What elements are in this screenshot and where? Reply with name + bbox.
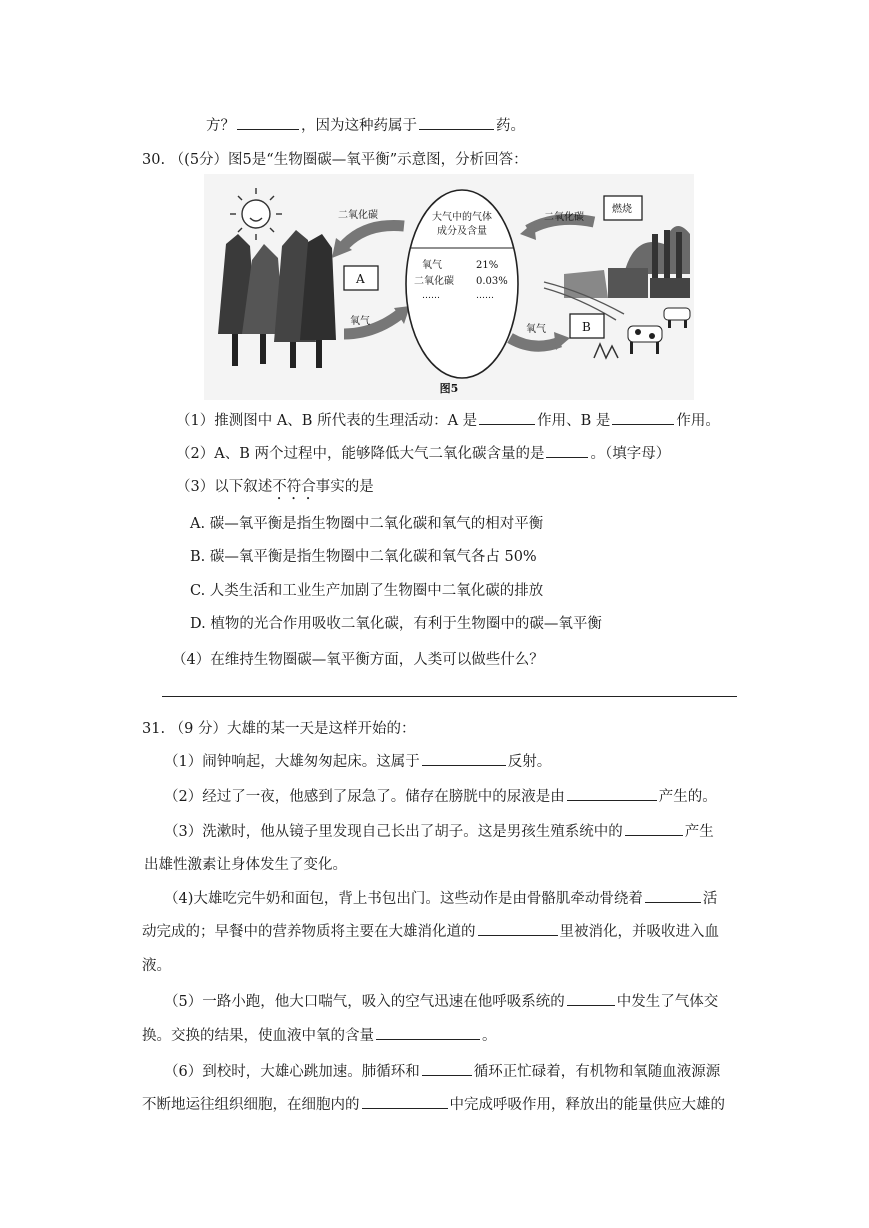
co2-name: 二氧化碳 <box>414 276 454 287</box>
answer-blank[interactable] <box>567 785 657 801</box>
q31-sub5: （5）一路小跑，他大口喘气，吸入的空气迅速在他呼吸系统的 中发生了气体交 <box>164 990 718 1011</box>
q31-sub6: （6）到校时，大雄心跳加速。肺循环和 循环正忙碌着，有机物和氧随血液源源 <box>164 1060 720 1081</box>
q31-sub2: （2）经过了一夜，他感到了尿急了。储存在膀胱中的尿液是由 产生的。 <box>164 785 717 806</box>
answer-blank[interactable] <box>478 920 558 936</box>
answer-blank[interactable] <box>645 887 701 903</box>
figure-caption: 图5 <box>439 382 459 395</box>
question-30-header: 30. （(5分）图5是“生物圈碳—氧平衡”示意图，分析回答： <box>142 152 528 168</box>
top-fragment-line: 方？ ，因为这种药属于 药。 <box>206 114 525 135</box>
right-o2-label: 氧气 <box>526 324 546 335</box>
oval-title-line1: 大气中的气体 <box>432 212 492 223</box>
left-co2-label: 二氧化碳 <box>338 210 378 221</box>
option-d[interactable]: D. 植物的光合作用吸收二氧化碳，有利于生物圈中的碳—氧平衡 <box>190 616 602 632</box>
q31-sub4-cont: 动完成的；早餐中的营养物质将主要在大雄消化道的 里被消化，并吸收进入血 <box>142 920 719 941</box>
answer-blank[interactable] <box>479 409 535 425</box>
burn-label: 燃烧 <box>612 204 632 215</box>
answer-blank[interactable] <box>422 1060 472 1076</box>
answer-blank[interactable] <box>612 409 674 425</box>
question-31-header: 31. （9 分）大雄的某一天是这样开始的： <box>142 721 416 737</box>
q31-sub3-cont: 出雄性激素让身体发生了变化。 <box>144 857 347 873</box>
answer-line[interactable] <box>162 696 737 697</box>
ellipsis-right: …… <box>476 291 494 301</box>
diagram-svg <box>204 174 694 400</box>
q31-sub5-cont: 换。交换的结果，使血液中氧的含量 。 <box>142 1024 497 1045</box>
box-b-label: B <box>582 320 591 334</box>
option-c[interactable]: C. 人类生活和工业生产加剧了生物圈中二氧化碳的排放 <box>190 583 544 599</box>
right-co2-label: 二氧化碳 <box>544 212 584 223</box>
answer-blank[interactable] <box>567 990 615 1006</box>
q30-sub2: （2）A、B 两个过程中，能够降低大气二氧化碳含量的是 。（填字母） <box>176 442 670 463</box>
box-a-label: A <box>356 272 365 286</box>
oval-title-line2: 成分及含量 <box>437 226 487 237</box>
answer-blank[interactable] <box>419 114 494 130</box>
q31-sub1: （1）闹钟响起，大雄匆匆起床。这属于 反射。 <box>164 750 551 771</box>
answer-blank[interactable] <box>546 442 588 458</box>
o2-name: 氧气 <box>422 260 442 271</box>
ellipsis-left: …… <box>422 291 440 301</box>
answer-blank[interactable] <box>422 750 506 766</box>
answer-blank[interactable] <box>376 1024 480 1040</box>
left-o2-label: 氧气 <box>350 316 370 327</box>
answer-blank[interactable] <box>362 1093 448 1109</box>
q31-sub3: （3）洗漱时，他从镜子里发现自己长出了胡子。这是男孩生殖系统中的 产生 <box>164 820 714 841</box>
q30-sub4: （4）在维持生物圈碳—氧平衡方面，人类可以做些什么？ <box>172 652 544 668</box>
answer-blank[interactable] <box>625 820 683 836</box>
co2-value: 0.03% <box>476 276 508 287</box>
option-a[interactable]: A. 碳—氧平衡是指生物圈中二氧化碳和氧气的相对平衡 <box>190 516 544 532</box>
option-b[interactable]: B. 碳—氧平衡是指生物圈中二氧化碳和氧气各占 50% <box>190 549 537 565</box>
q31-sub6-cont: 不断地运往组织细胞，在细胞内的 中完成呼吸作用，释放出的能量供应大雄的 <box>142 1093 725 1114</box>
q30-sub3: （3）以下叙述不符合事实的是 <box>176 479 374 495</box>
figure-5-carbon-oxygen-balance <box>204 174 694 400</box>
o2-value: 21% <box>476 260 499 271</box>
q30-sub1: （1）推测图中 A、B 所代表的生理活动：A 是 作用、B 是 作用。 <box>176 409 720 430</box>
q31-sub4-end: 液。 <box>142 958 171 974</box>
q31-sub4: （4)大雄吃完牛奶和面包，背上书包出门。这些动作是由骨骼肌牵动骨绕着 活 <box>164 887 717 908</box>
answer-blank[interactable] <box>237 114 299 130</box>
